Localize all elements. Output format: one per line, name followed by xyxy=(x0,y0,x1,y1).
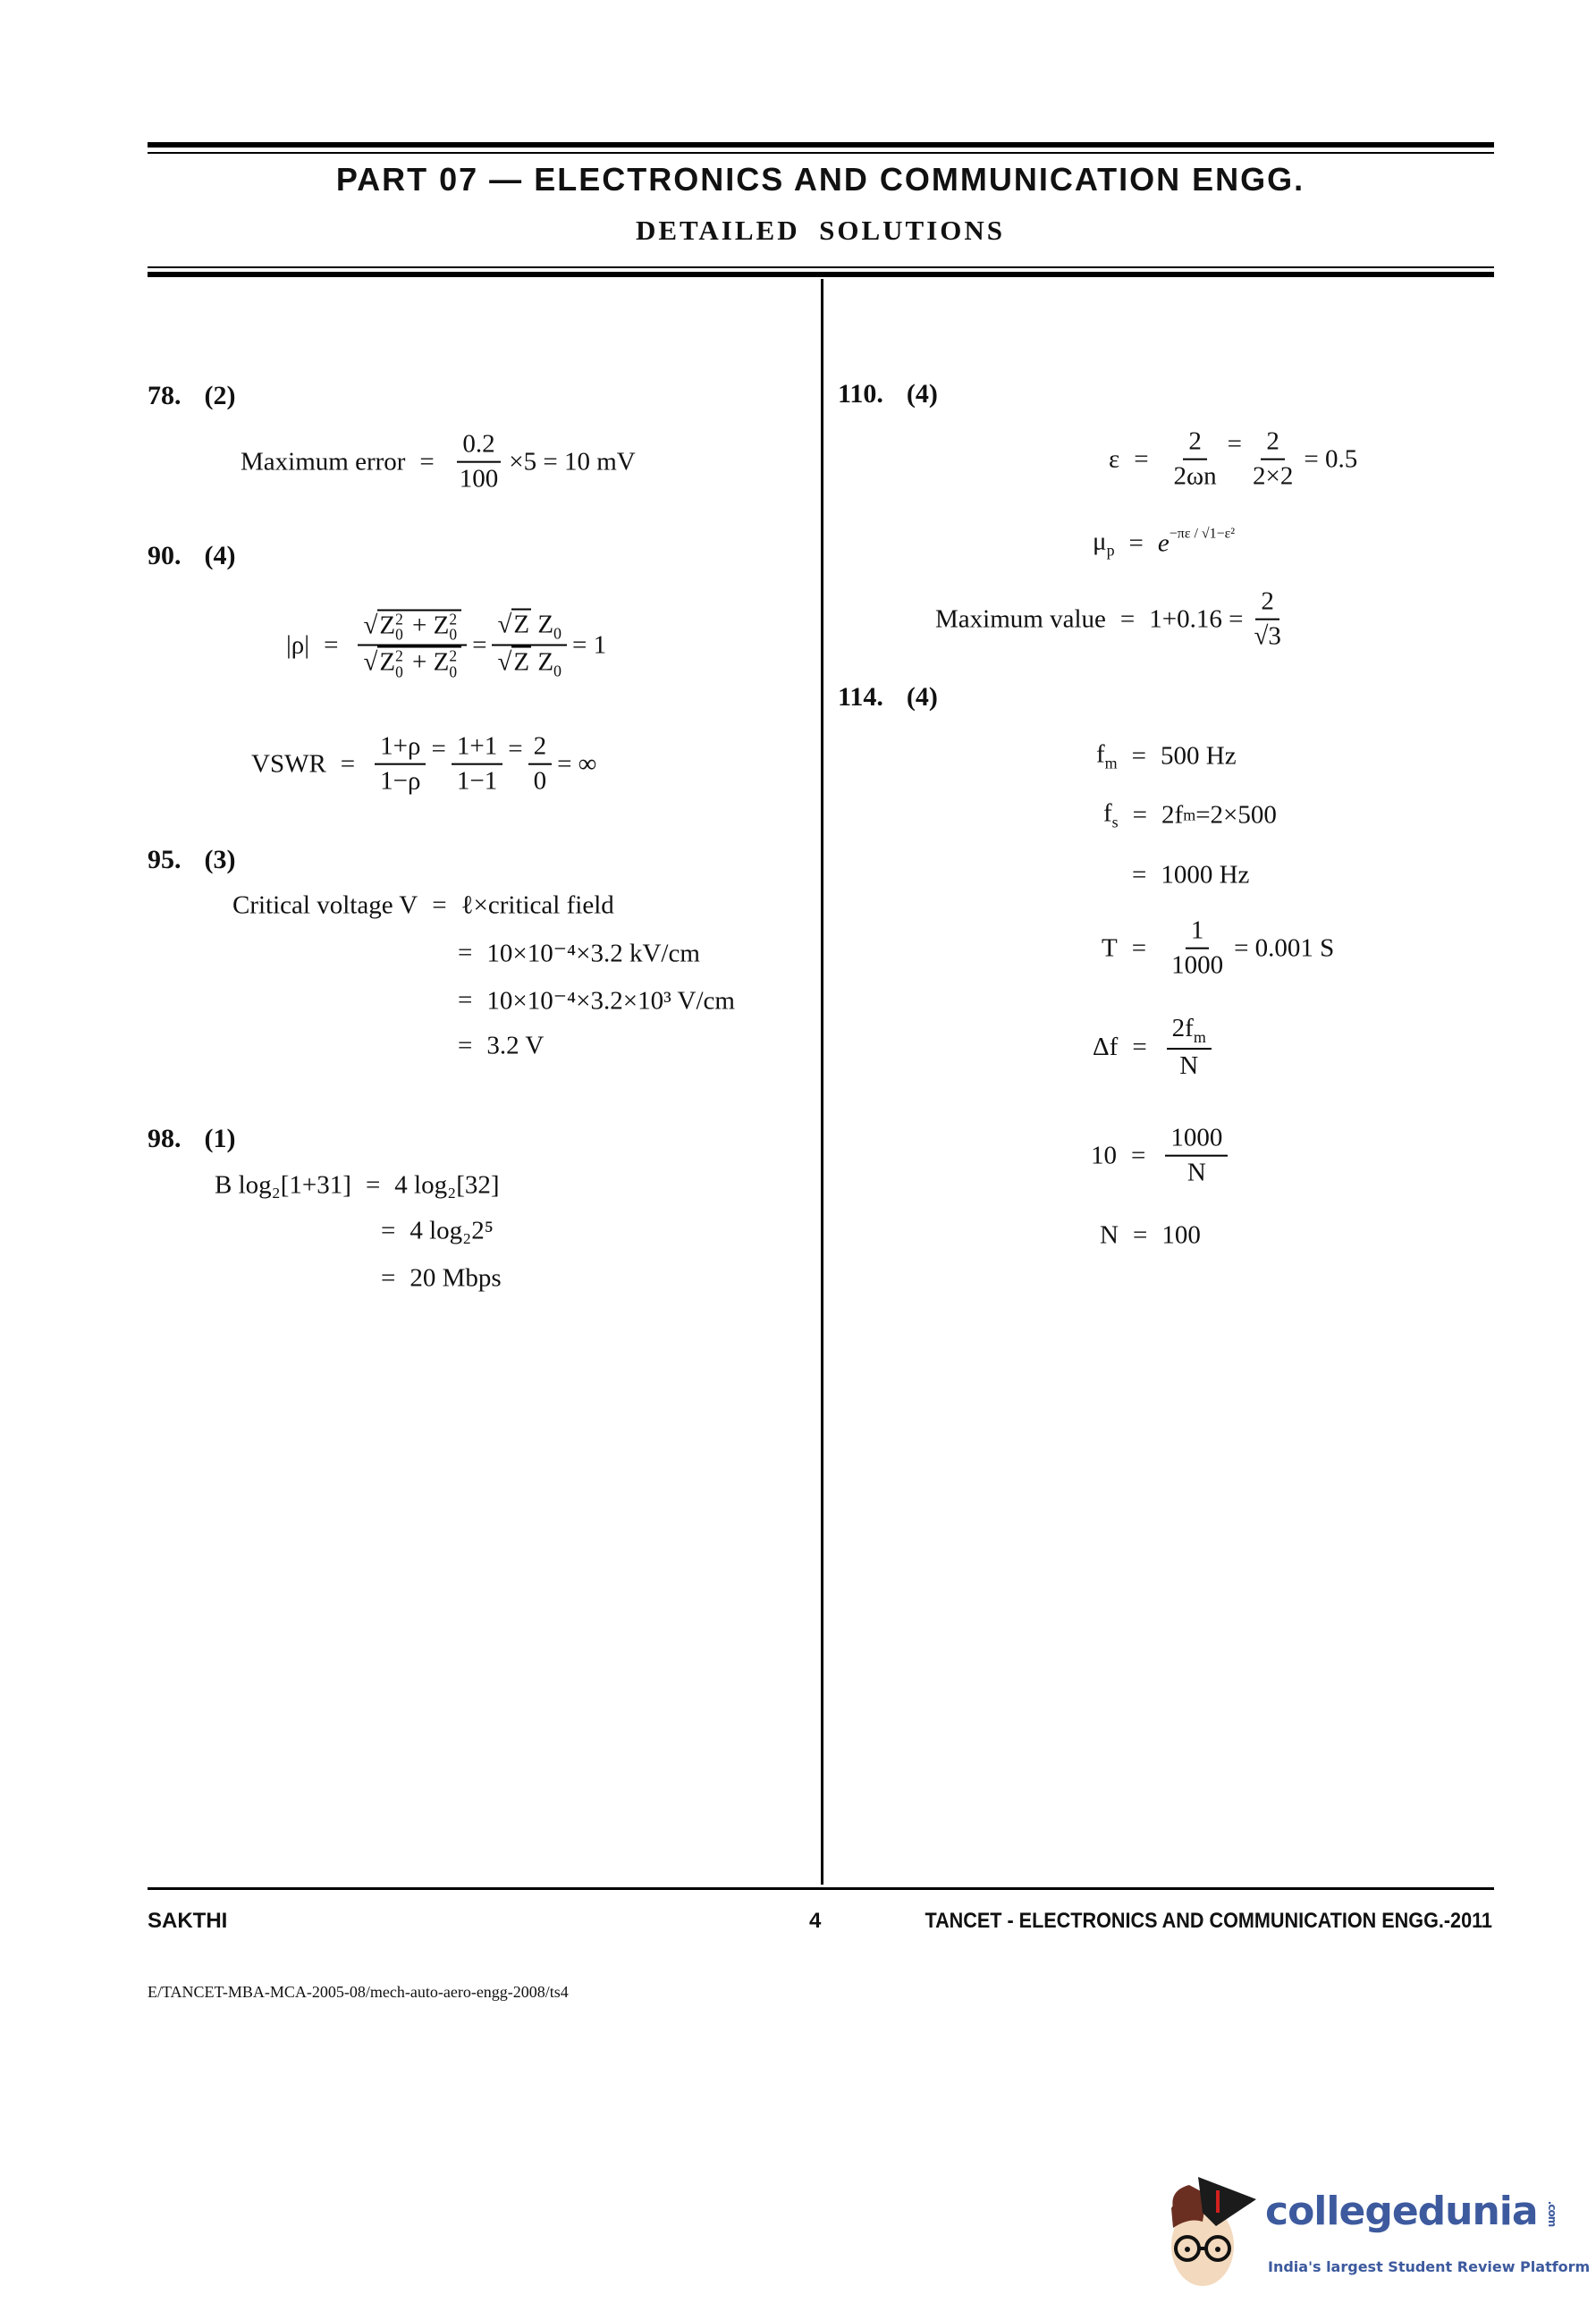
logo-com: .com xyxy=(1545,2200,1558,2227)
math-text: = xyxy=(458,985,473,1015)
math-text: Δf xyxy=(1093,1033,1119,1062)
math-text: = xyxy=(1128,528,1144,558)
math-text: 2×2 xyxy=(1253,462,1294,491)
math-text: 2f xyxy=(1161,800,1184,830)
equation: VSWR = $\frac{1+\rho}{1-\rho}$ = $\frac{1+1}{1-1}$ = $\frac{2}{0}$ = ∞ xyxy=(251,731,597,796)
math-text: 0 xyxy=(553,624,562,643)
math-text: 500 Hz xyxy=(1161,741,1237,771)
question-header xyxy=(148,381,235,411)
math-text: = xyxy=(1131,933,1147,963)
math-text: 2f xyxy=(1171,1014,1194,1043)
math-text: Z xyxy=(379,648,396,677)
top-rule-thin xyxy=(148,152,1494,154)
math-text: 2 xyxy=(528,732,553,765)
math-text: = xyxy=(381,1216,396,1245)
math-text: 10×10⁻⁴×3.2 kV/cm xyxy=(486,939,700,968)
math-text: 10 xyxy=(1091,1141,1117,1170)
math-text: 0 xyxy=(449,625,458,644)
collegedunia-logo[interactable] xyxy=(1162,2172,1592,2298)
math-text: e xyxy=(1157,528,1170,558)
math-text: = xyxy=(458,1031,473,1060)
equation xyxy=(443,985,735,1017)
math-text: ε xyxy=(1109,444,1120,474)
page-number: 4 xyxy=(809,1909,822,1933)
equals: = xyxy=(472,630,487,660)
math-text: B log₂[1+31] xyxy=(215,1170,351,1200)
answer-option: (2) xyxy=(204,381,236,410)
math-text: Maximum value xyxy=(935,604,1106,634)
eq-result: = 1 xyxy=(572,630,607,660)
math-text: = xyxy=(1119,604,1136,634)
math-text: f xyxy=(1096,739,1105,769)
math-text: 2 xyxy=(1261,427,1285,460)
math-text: Z xyxy=(433,611,450,640)
equation xyxy=(1102,916,1334,982)
column-divider xyxy=(821,279,823,1885)
math-text: μ xyxy=(1093,527,1107,556)
equation xyxy=(286,611,606,681)
math-text: = 0.5 xyxy=(1304,444,1358,474)
fraction xyxy=(1248,587,1286,653)
question-number: 78. xyxy=(148,381,182,410)
top-rule-thick xyxy=(148,142,1494,148)
denominator: 100 xyxy=(459,465,499,494)
header-rule-thin xyxy=(148,266,1494,268)
fraction xyxy=(1166,916,1229,982)
math-text: √3 xyxy=(1254,622,1281,651)
fraction xyxy=(358,611,467,680)
eq-result: = ∞ xyxy=(557,749,597,779)
math-text: 0 xyxy=(395,625,403,644)
math-text: = xyxy=(1131,741,1147,771)
fraction xyxy=(1165,1124,1228,1189)
eq-rhs: ×5 = 10 mV xyxy=(509,447,636,477)
footer-rule xyxy=(148,1887,1494,1890)
question-number: 95. xyxy=(148,845,182,874)
math-text: 10×10⁻⁴×3.2×10³ V/cm xyxy=(486,986,735,1016)
math-text: = xyxy=(1132,1220,1148,1250)
equals: = xyxy=(340,749,356,779)
fraction xyxy=(452,732,502,797)
math-text: Z xyxy=(433,648,450,677)
file-path: E/TANCET-MBA-MCA-2005-08/mech-auto-aero-engg-2008/ts4 xyxy=(148,1983,569,2001)
fraction xyxy=(528,732,553,797)
math-text: T xyxy=(1102,933,1118,963)
math-text: 1 xyxy=(1186,916,1210,949)
equation: ε = $\frac{2}{2\omega n}$ = $\frac{2}{2\times 2}$ = 0.5 xyxy=(1109,426,1358,491)
math-text: 1000 Hz xyxy=(1161,860,1250,890)
eq-lhs: VSWR xyxy=(251,749,326,779)
math-text: s xyxy=(1111,813,1119,831)
math-text: N xyxy=(1186,1159,1206,1187)
math-text: 2 xyxy=(449,646,458,665)
equation xyxy=(1093,1014,1217,1082)
mascot-icon xyxy=(1162,2172,1261,2293)
equation xyxy=(367,1264,502,1294)
answer-option: (3) xyxy=(204,845,236,874)
math-text: 3.2 V xyxy=(486,1031,545,1060)
math-text: N xyxy=(1179,1051,1199,1081)
page-subtitle: DETAILED SOLUTIONS xyxy=(635,215,1006,246)
math-text: = 0.001 S xyxy=(1234,933,1335,963)
math-text: 1+ρ xyxy=(375,732,426,765)
fraction xyxy=(1169,427,1222,493)
equation xyxy=(232,891,614,921)
eq-lhs: Maximum error xyxy=(241,447,406,477)
equation xyxy=(1096,740,1237,773)
math-text: 2ωn xyxy=(1173,462,1217,491)
math-text: = xyxy=(1132,1033,1147,1062)
math-text: Z xyxy=(379,611,396,640)
fraction xyxy=(1167,1014,1212,1082)
math-text: 4 log₂2⁵ xyxy=(410,1216,494,1245)
equation xyxy=(1118,861,1249,890)
math-text: 0 xyxy=(449,662,458,681)
math-text: 2 xyxy=(1183,427,1207,460)
math-text: m xyxy=(1104,754,1118,772)
equation xyxy=(1103,799,1277,832)
math-text: 1000 xyxy=(1165,1124,1228,1157)
equation xyxy=(443,1032,544,1061)
math-text: 2 xyxy=(449,610,458,628)
page-title: PART 07 — ELECTRONICS AND COMMUNICATION ENGG. xyxy=(335,161,1305,198)
math-text: 2 xyxy=(395,646,403,665)
header-rule-thick xyxy=(148,272,1494,277)
math-text: Critical voltage V xyxy=(232,890,418,920)
question-number: 110. xyxy=(838,379,883,409)
math-text: 0 xyxy=(533,767,547,796)
math-text: Z xyxy=(537,648,554,677)
math-text: 1−1 xyxy=(456,767,498,796)
equation xyxy=(1093,527,1235,561)
question-number: 114. xyxy=(838,682,883,712)
equation xyxy=(1091,1124,1233,1189)
math-text: Z xyxy=(513,610,530,639)
math-text: Z xyxy=(513,648,530,677)
question-header xyxy=(148,845,235,875)
math-text: 0 xyxy=(395,662,403,681)
equals: = xyxy=(419,447,435,477)
equation xyxy=(241,430,636,495)
math-text: Z xyxy=(537,610,554,639)
answer-option: (4) xyxy=(906,682,938,712)
footer-publisher: SAKTHI xyxy=(148,1909,228,1933)
fraction xyxy=(375,732,426,797)
math-text: + xyxy=(412,648,427,677)
math-text: m xyxy=(1183,806,1196,824)
math-text: = xyxy=(1132,860,1147,890)
math-text: 20 Mbps xyxy=(410,1263,502,1293)
math-text: N xyxy=(1100,1220,1119,1250)
logo-name: collegedunia xyxy=(1265,2189,1538,2234)
math-text: 2 xyxy=(1255,587,1279,620)
math-text: 1−ρ xyxy=(380,767,421,796)
footer-doc-title: TANCET - ELECTRONICS AND COMMUNICATION ENGG.-2011 xyxy=(925,1909,1492,1933)
math-text: m xyxy=(1193,1027,1206,1046)
math-text: = xyxy=(365,1170,381,1200)
question-number: 90. xyxy=(148,541,182,570)
denominator: √Z 2 0 + Z 2 0 xyxy=(358,646,467,680)
denominator: √Z $Z_0$ xyxy=(497,648,562,680)
logo-wordmark xyxy=(1265,2189,1565,2234)
math-text: 0 xyxy=(553,662,562,680)
eq-lhs: |ρ| xyxy=(286,630,310,660)
answer-option: (4) xyxy=(906,379,938,409)
math-text: = xyxy=(381,1263,396,1293)
math-text: = xyxy=(1132,800,1148,830)
math-text: 1+1 xyxy=(452,732,502,765)
numerator: 0.2 xyxy=(457,430,500,463)
logo-tagline: India's largest Student Review Platform xyxy=(1268,2258,1591,2275)
question-header xyxy=(148,541,235,571)
answer-option: (4) xyxy=(204,541,236,570)
equation xyxy=(367,1217,494,1246)
answer-option: (1) xyxy=(204,1124,236,1153)
math-text: 4 log₂[32] xyxy=(394,1170,500,1200)
fraction xyxy=(1247,427,1298,493)
numerator: √Z 2 0 + Z 2 0 xyxy=(358,611,467,646)
math-text: = xyxy=(1131,1141,1146,1170)
numerator: √Z $Z_0$ xyxy=(492,611,567,646)
math-text: = xyxy=(458,938,473,967)
equals: = xyxy=(324,630,339,660)
question-number: 98. xyxy=(148,1124,182,1153)
question-header xyxy=(838,682,938,713)
math-text: 1+0.16 = xyxy=(1149,604,1244,634)
fraction xyxy=(454,430,504,495)
math-text: 1000 xyxy=(1171,951,1224,980)
fraction xyxy=(492,611,567,681)
question-header xyxy=(148,1124,235,1154)
math-text: + xyxy=(412,611,427,640)
equation xyxy=(935,587,1292,653)
equation xyxy=(215,1171,500,1201)
equation xyxy=(443,938,700,969)
math-text: = xyxy=(1134,444,1149,474)
math-text: p xyxy=(1106,541,1115,560)
math-text: 100 xyxy=(1161,1220,1201,1250)
math-text: f xyxy=(1103,798,1112,828)
equation xyxy=(1100,1221,1201,1251)
math-text: = xyxy=(432,890,447,920)
math-text: −πε / √1−ε² xyxy=(1169,526,1236,542)
math-text: 2 xyxy=(395,610,403,628)
question-header xyxy=(838,379,938,409)
math-text: ℓ×critical field xyxy=(460,890,614,920)
math-text: =2×500 xyxy=(1195,800,1277,830)
